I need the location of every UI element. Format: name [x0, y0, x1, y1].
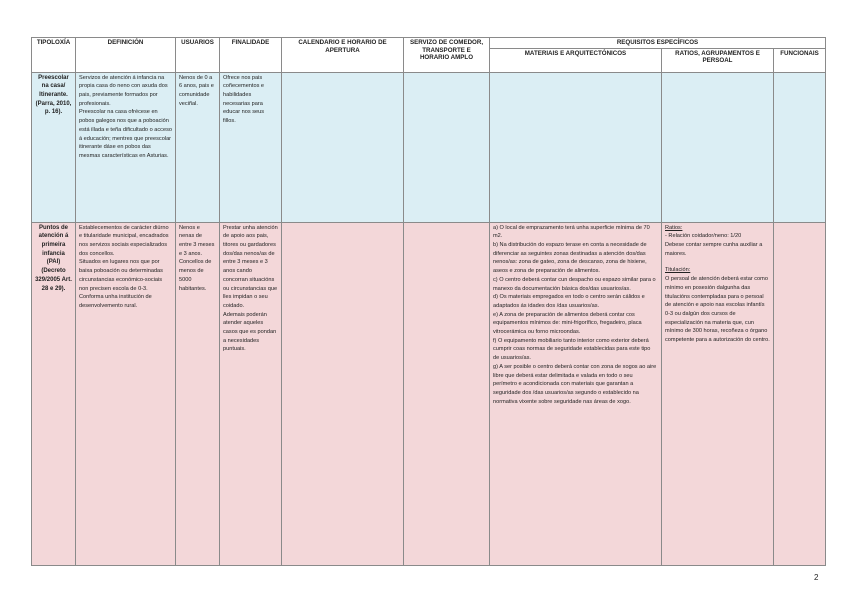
- materiais-cell: [490, 72, 662, 222]
- requirement-c: c) O centro deberá contar cun despacho ou espazo similar para o manexo da documentación básica dos/das usuarios/as.: [493, 276, 656, 292]
- ratios-cell: [662, 222, 774, 565]
- requirement-e: e) A zona de preparación de alimentos deberá contar cos equipamentos mínimos de: mini-frigorífico, fregadeiro, placa vitrocerámica ou forno microondas.: [493, 311, 642, 336]
- document-table: [31, 37, 826, 566]
- header-tipoloxia: TIPOLOXÍA: [32, 38, 76, 73]
- header-finalidade: FINALIDADE: [220, 38, 282, 73]
- calendario-cell: [282, 222, 404, 565]
- header-ratios: RATIOS, AGRUPAMENTOS E PERSOAL: [662, 48, 774, 72]
- ratios-label: Ratios:: [665, 224, 683, 231]
- table-row-pai: [32, 222, 826, 565]
- header-materiais: MATERIAIS E ARQUITECTÓNICOS: [490, 48, 662, 72]
- usuarios-cell: Nenos de 0 a 6 anos, pais e comunidade veciñal.: [176, 72, 220, 222]
- ratios-text: - Relación coidador/neno: 1/20 Debese contar sempre cunha auxiliar a maiores.: [665, 233, 763, 257]
- usuarios-cell: Nenos e nenas de entre 3 meses e 3 anos. Concellos de menos de 5000 habitantes.: [176, 222, 220, 565]
- titulacion-text: O persoal de atención deberá estar como mínimo en posesión dalgunha das titulacións contempladas para o persoal de atención e apoio nas escolas infantís 0-3 ou dalgún dos cursos de especialización na materia que, cun mínimo de 300 horas, recoñeza o órgano competente para a autorización do centro.: [665, 276, 770, 344]
- calendario-cell: [282, 72, 404, 222]
- tipoloxia-cell: Puntos de atención á primeira infancia (PAI) (Decreto 329/2005 Art. 28 e 29).: [32, 222, 76, 565]
- requirement-g: g) A ser posible o centro deberá contar con zona de xogos ao aire libre que deberá estar delimitada e valada en todo o seu perímetro e acondicionada con materiais que garantan a seguridade dos /das usuarios/as segundo o establecido na normativa vixente sobre seguridade nas áreas de xogo.: [493, 363, 657, 405]
- header-definicion: DEFINICIÓN: [76, 38, 176, 73]
- finalidade-cell: Ofrece nos pais coñecementos e habilidades necesarias para educar nos seus fillos.: [220, 72, 282, 222]
- servizo-cell: [404, 222, 490, 565]
- titulacion-label: Titulación:: [665, 267, 691, 274]
- finalidade-cell: Prestar unha atención de apoio aos pais, titores ou gardadores dos/das nenos/as de entre 3 meses e 3 anos cando concorran situacións ou circunstancias que lles impidan o seu coidado. Ademais poderán atender aqueles casos que es pondan a necesidades puntuais.: [220, 222, 282, 565]
- header-servizo: SERVIZO DE COMEDOR, TRANSPORTE E HORARIO AMPLO: [404, 38, 490, 73]
- header-usuarios: USUARIOS: [176, 38, 220, 73]
- funcionais-cell: [774, 222, 826, 565]
- definicion-cell: Establecementos de carácter diúrno e titularidade municipal, encadrados nos servizos sociais especializados dos concellos. Situados en lugares nos que por baixa poboación ou determinadas circunstancias económico-sociais non precisen escola de 0-3. Conforma unha institución de desenvolvemento rural.: [76, 222, 176, 565]
- header-funcionais: FUNCIONAIS: [774, 48, 826, 72]
- requirement-b: b) Na distribución do espazo terase en conta a necesidade de diferenciar as seguintes zonas destinadas a atención dos/das nenos/as: zona de gateo, zona de descanso, zona de hixiene, aseos e zona de preparación de alimentos.: [493, 242, 647, 275]
- materiais-cell: [490, 222, 662, 565]
- funcionais-cell: [774, 72, 826, 222]
- requirement-d: d) Os materiais empregados en todo o centro serán cálidos e adaptados ás idades dos /das usuarios/as.: [493, 294, 645, 309]
- header-calendario: CALENDARIO E HORARIO DE APERTURA: [282, 38, 404, 73]
- table-row-preescolar: [32, 72, 826, 222]
- tipoloxia-cell: Preescolar na casa/ Itinerante. (Parra, 2010, p. 16).: [32, 72, 76, 222]
- requirement-f: f) O equipamento mobiliario tanto interior como exterior deberá cumprir coas normas de seguridade establecidas para este tipo de usuarios/as.: [493, 337, 651, 362]
- header-requisitos: REQUISITOS ESPECÍFICOS: [490, 38, 826, 49]
- servizo-cell: [404, 72, 490, 222]
- ratios-cell: [662, 72, 774, 222]
- header-row: [32, 38, 826, 49]
- requirement-a: a) O local de emprazamento terá unha superficie mínima de 70 m2.: [493, 224, 650, 240]
- definicion-cell: Servizos de atención á infancia na propia casa do neno con axuda dos pais, previamente formados por profesionais. Preescolar na casa ofrécese en pobos galegos nos que a poboación está illada e teña dificultado o acceso á educación; mentres que preescolar itinerante dáse en pobos das mesmas características en Asturias.: [76, 72, 176, 222]
- page-number: 2: [814, 573, 819, 582]
